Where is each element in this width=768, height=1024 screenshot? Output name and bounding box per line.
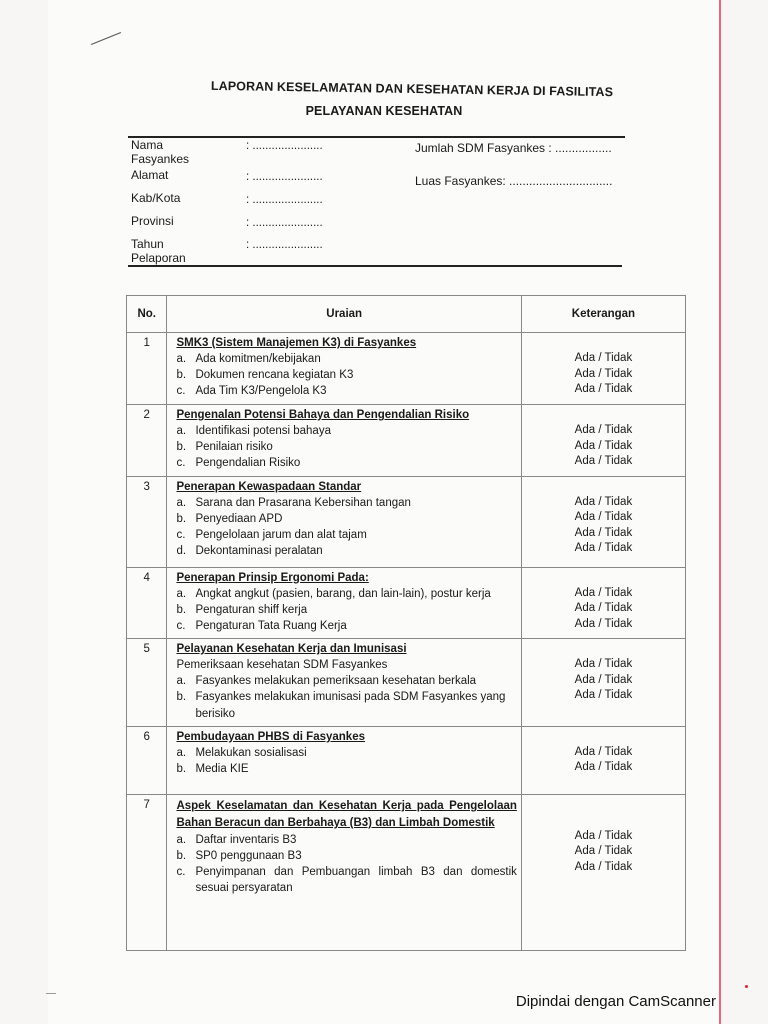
row-keterangan (521, 333, 685, 405)
item-text: Pengelolaan jarum dan alat tajam (195, 529, 367, 542)
row-uraian (167, 405, 521, 477)
table-row (127, 726, 686, 794)
list-item (176, 864, 516, 896)
item-marker: c. (176, 457, 186, 470)
item-marker: c. (176, 866, 186, 879)
ada-tidak-option[interactable]: Ada / Tidak (574, 689, 633, 702)
row-uraian (167, 639, 521, 727)
item-marker: b. (176, 850, 187, 863)
ada-tidak-option[interactable]: Ada / Tidak (574, 829, 633, 842)
item-marker: a. (176, 833, 187, 846)
item-marker: d. (176, 545, 187, 558)
item-marker: b. (176, 512, 187, 525)
ada-tidak-option[interactable]: Ada / Tidak (574, 526, 633, 539)
alamat-label: Alamat (131, 168, 169, 182)
table-body (127, 333, 686, 951)
item-text: Ada Tim K3/Pengelola K3 (195, 385, 327, 398)
ada-tidak-option[interactable]: Ada / Tidak (574, 658, 633, 671)
item-text: Media KIE (195, 763, 249, 776)
jumlah-sdm-field[interactable]: Jumlah SDM Fasyankes : ................. (415, 141, 612, 155)
item-text: Pengaturan shiff kerja (195, 603, 308, 616)
table-row (127, 405, 686, 477)
item-marker: c. (176, 620, 186, 633)
table-row (127, 567, 686, 639)
list-item (176, 602, 516, 618)
item-marker: a. (176, 587, 187, 600)
ada-tidak-option[interactable]: Ada / Tidak (574, 439, 633, 452)
row-keterangan (521, 567, 685, 639)
ada-tidak-option[interactable]: Ada / Tidak (574, 495, 633, 508)
row-keterangan (521, 726, 685, 794)
scan-dot (745, 985, 748, 988)
table-row (127, 639, 686, 727)
section-heading: Aspek Keselamatan dan Kesehatan Kerja pada Pengelolaan Bahan Beracun dan Berbahaya (B3) dan Limbah Domestik (176, 799, 517, 829)
list-item (176, 586, 516, 602)
tahun-pelaporan-label: Tahun Pelaporan (131, 237, 186, 265)
row-uraian (167, 794, 521, 950)
col-header-uraian: Uraian (167, 296, 521, 333)
list-item (176, 383, 516, 399)
list-item (176, 527, 516, 543)
ada-tidak-option[interactable]: Ada / Tidak (574, 511, 633, 524)
row-number: 7 (127, 794, 167, 950)
list-item (176, 832, 516, 848)
list-item (176, 745, 516, 761)
row-number: 2 (127, 405, 167, 477)
item-text: Fasyankes melakukan imunisasi pada SDM Fasyankes yang berisiko (195, 691, 506, 720)
item-marker: b. (176, 691, 187, 704)
luas-fasyankes-field[interactable]: Luas Fasyankes: ............................... (415, 174, 613, 188)
k3-report-table (126, 295, 686, 951)
table-row (127, 476, 686, 567)
provinsi-label: Provinsi (131, 214, 174, 228)
section-heading: Pelayanan Kesehatan Kerja dan Imunisasi (176, 643, 407, 656)
kab-kota-label: Kab/Kota (131, 191, 181, 205)
item-text: Sarana dan Prasarana Kebersihan tangan (195, 496, 411, 509)
ada-tidak-option[interactable]: Ada / Tidak (574, 424, 633, 436)
col-header-keterangan: Keterangan (521, 296, 685, 333)
row-number: 4 (127, 567, 167, 639)
ada-tidak-option[interactable]: Ada / Tidak (574, 845, 633, 858)
provinsi-field[interactable]: : ...................... (246, 217, 323, 229)
ada-tidak-option[interactable]: Ada / Tidak (574, 860, 633, 873)
row-number: 6 (127, 726, 167, 794)
ada-tidak-option[interactable]: Ada / Tidak (574, 745, 633, 758)
list-item (176, 439, 516, 455)
ada-tidak-option[interactable]: Ada / Tidak (574, 602, 633, 615)
item-marker: a. (176, 746, 187, 759)
ada-tidak-option[interactable]: Ada / Tidak (574, 586, 633, 599)
table-row (127, 333, 686, 405)
section-intro: Pemeriksaan kesehatan SDM Fasyankes (176, 659, 388, 672)
ada-tidak-option[interactable]: Ada / Tidak (574, 673, 633, 686)
row-number: 5 (127, 639, 167, 727)
list-item (176, 761, 516, 777)
list-item (176, 673, 516, 689)
item-text: Penilaian risiko (195, 441, 273, 454)
item-text: SP0 penggunaan B3 (195, 850, 302, 863)
kab-kota-field[interactable]: : ...................... (246, 194, 323, 206)
item-text: Penyimpanan dan Pembuangan limbah B3 dan domestik sesuai persyaratan (195, 866, 517, 895)
row-uraian (167, 333, 521, 405)
list-item (176, 511, 516, 527)
row-keterangan (521, 639, 685, 727)
col-header-no: No. (127, 296, 167, 333)
ada-tidak-option[interactable]: Ada / Tidak (574, 367, 633, 380)
row-keterangan (521, 405, 685, 477)
form-bottom-rule (128, 265, 622, 267)
list-item (176, 495, 516, 511)
section-heading: Pengenalan Potensi Bahaya dan Pengendalian Risiko (176, 409, 470, 421)
row-uraian (167, 567, 521, 639)
section-heading: SMK3 (Sistem Manajemen K3) di Fasyankes (176, 337, 417, 349)
section-heading: Penerapan Prinsip Ergonomi Pada: (176, 571, 369, 584)
row-uraian (167, 476, 521, 567)
row-keterangan (521, 794, 685, 950)
item-text: Penyediaan APD (195, 512, 283, 525)
ada-tidak-option[interactable]: Ada / Tidak (574, 352, 633, 364)
nama-fasyankes-label: Nama Fasyankes (131, 138, 190, 166)
row-uraian (167, 726, 521, 794)
ada-tidak-option[interactable]: Ada / Tidak (574, 383, 633, 395)
ada-tidak-option[interactable]: Ada / Tidak (574, 761, 633, 774)
row-keterangan (521, 476, 685, 567)
ada-tidak-option[interactable]: Ada / Tidak (574, 455, 633, 467)
item-marker: c. (176, 385, 186, 398)
list-item (176, 455, 516, 471)
row-number: 3 (127, 476, 167, 567)
item-text: Melakukan sosialisasi (195, 746, 307, 759)
camscanner-watermark: Dipindai dengan CamScanner (515, 993, 716, 1010)
list-item (176, 618, 516, 634)
item-text: Identifikasi potensi bahaya (195, 425, 331, 437)
item-marker: b. (176, 763, 187, 776)
item-marker: b. (176, 369, 187, 382)
scan-mark (46, 993, 56, 994)
item-text: Ada komitmen/kebijakan (195, 353, 321, 365)
table-row (127, 794, 686, 950)
list-item (176, 351, 516, 367)
item-marker: b. (176, 441, 187, 454)
report-title-line-1: LAPORAN KESELAMATAN DAN KESEHATAN KERJA DI FASILITAS (210, 78, 614, 100)
tahun-pelaporan-field[interactable]: : ...................... (246, 239, 323, 251)
item-text: Fasyankes melakukan pemeriksaan kesehatan berkala (195, 675, 477, 688)
item-text: Angkat angkut (pasien, barang, dan lain-lain), postur kerja (195, 587, 491, 600)
item-text: Pengaturan Tata Ruang Kerja (195, 620, 347, 633)
item-marker: b. (176, 603, 187, 616)
list-item (176, 423, 516, 439)
row-number: 1 (127, 333, 167, 405)
item-text: Dokumen rencana kegiatan K3 (195, 369, 354, 382)
item-marker: a. (176, 353, 187, 365)
list-item (176, 689, 516, 721)
ada-tidak-option[interactable]: Ada / Tidak (574, 542, 633, 555)
list-item (176, 367, 516, 383)
list-item (176, 543, 516, 559)
section-heading: Penerapan Kewaspadaan Standar (176, 480, 362, 493)
table-header-row (127, 296, 686, 333)
ada-tidak-option[interactable]: Ada / Tidak (574, 617, 633, 630)
alamat-field[interactable]: : ...................... (246, 171, 323, 183)
page-edge-mark (719, 0, 721, 1024)
item-marker: a. (176, 496, 187, 509)
form-top-rule (128, 136, 625, 138)
list-item (176, 848, 516, 864)
report-title-line-2: PELAYANAN KESEHATAN (305, 104, 463, 118)
item-text: Daftar inventaris B3 (195, 833, 297, 846)
section-heading: Pembudayaan PHBS di Fasyankes (176, 730, 365, 743)
item-text: Dekontaminasi peralatan (195, 545, 323, 558)
nama-fasyankes-field[interactable]: : ...................... (246, 140, 323, 152)
item-text: Pengendalian Risiko (195, 457, 301, 470)
item-marker: c. (176, 529, 186, 542)
item-marker: a. (176, 425, 187, 437)
item-marker: a. (176, 675, 187, 688)
